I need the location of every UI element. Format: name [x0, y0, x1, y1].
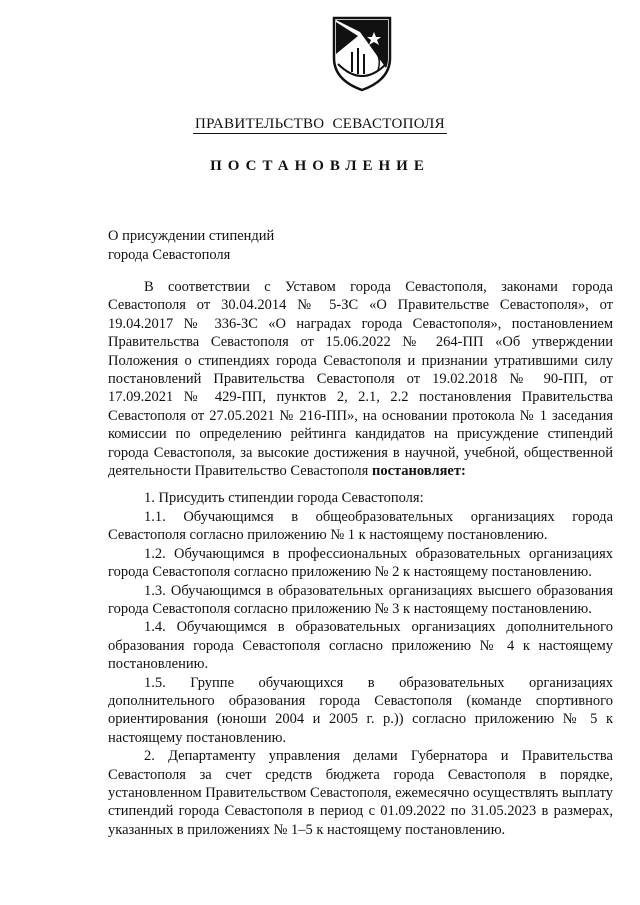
clause-1-4: 1.4. Обучающимся в образовательных организациях дополнительного образования города Севастополя согласно приложению № 4 к настоящему постановлению.: [108, 619, 613, 673]
clause-1-3: 1.3. Обучающимся в образовательных организациях высшего образования города Севастополя согласно приложению № 3 к настоящему постановлению.: [108, 582, 613, 617]
document-body: [108, 278, 613, 839]
preamble-text: В соответствии с Уставом города Севастополя, законами города Севастополя от 30.04.2014 № 5-ЗС «О Правительстве Севастополя», от 19.04.2017 № 336-ЗС «О наградах города Севастополя», постановлением Правительства Севастополя от 15.06.2022 № 264-ПП «Об утверждении Положения о стипендиях города Севастополя и признании утратившими силу постановлений Правительства Севастополя от 19.02.2018 № 90-ПП, от 17.09.2021 № 429-ПП, пунктов 2, 2.1, 2.2 постановления Правительства Севастополя от 27.05.2021 № 216-ПП», на основании протокола № 1 заседания комиссии по определению рейтинга кандидатов на присуждение стипендий города Севастополя, за высокие достижения в научной, учебной, общественной деятельности Правительство Севастополя: [108, 279, 613, 480]
subject-line-2: города Севастополя: [108, 247, 231, 263]
clause-1-2: 1.2. Обучающимся в профессиональных образовательных организациях города Севастополя согласно приложению № 2 к настоящему постановлению.: [108, 545, 613, 581]
document-subject: [108, 227, 274, 265]
government-name: ПРАВИТЕЛЬСТВО СЕВАСТОПОЛЯ: [195, 116, 445, 132]
subject-line-1: О присуждении стипендий: [108, 228, 275, 244]
clause-1: 1. Присудить стипендии города Севастополя:: [144, 490, 424, 507]
decree-word: постановляет:: [371, 463, 466, 480]
clause-1-1: 1.1. Обучающимся в общеобразовательных организациях города Севастополя согласно приложению № 1 к настоящему постановлению.: [108, 508, 613, 544]
preamble-paragraph: [108, 278, 613, 480]
document-type: ПОСТАНОВЛЕНИЕ: [210, 158, 430, 174]
clause-2: 2. Департаменту управления делами Губернатора и Правительства Севастополя за счет средств бюджета города Севастополя в порядке, установленном Правительством Севастополя, ежемесячно осуществлять выплату стипендий города Севастополя в период с 01.09.2022 по 31.05.2023 в размерах, указанных в приложениях № 1–5 к настоящему постановлению.: [108, 748, 613, 838]
clause-1-5: 1.5. Группе обучающихся в образовательных организациях дополнительного образования города Севастополя (команде спортивного ориентирования (юноши 2004 и 2005 г. р.)) согласно приложению № 5 к настоящему постановлению.: [108, 674, 613, 746]
coat-of-arms-icon: [330, 14, 394, 92]
